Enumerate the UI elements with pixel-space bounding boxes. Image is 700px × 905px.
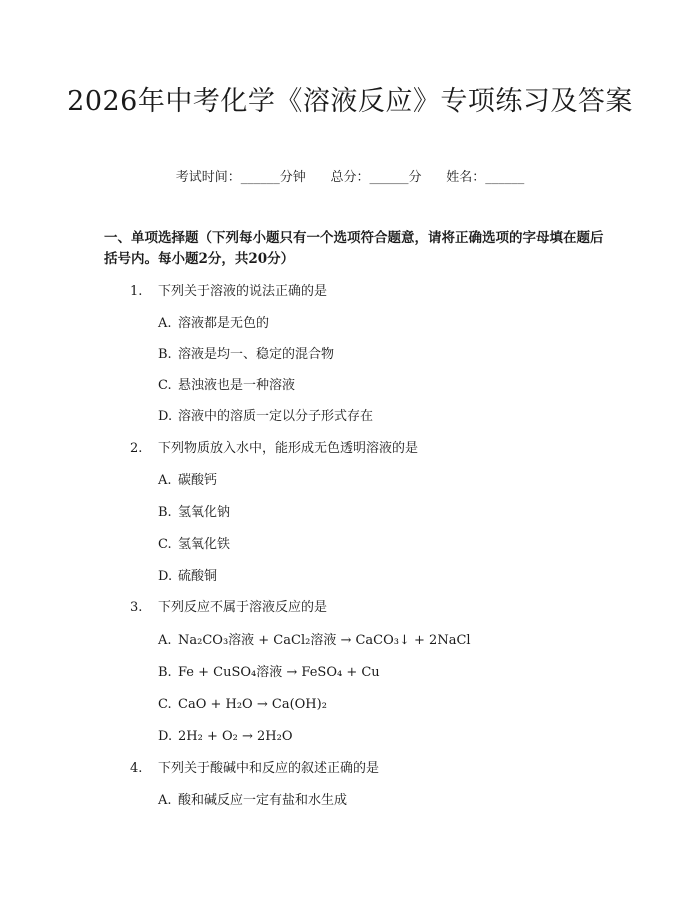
option-text: 悬浊液也是一种溶液	[178, 378, 296, 393]
option	[158, 535, 230, 555]
option	[158, 345, 334, 365]
question-4	[130, 759, 379, 779]
option-text: Fe + CuSO₄溶液 → FeSO₄ + Cu	[178, 665, 380, 680]
question-3	[130, 598, 327, 618]
option-letter: C.	[158, 697, 172, 712]
option-letter: B.	[158, 347, 172, 362]
option-text: 硫酸铜	[178, 569, 218, 584]
option-letter: A.	[158, 316, 172, 331]
option	[158, 631, 471, 651]
question-text: 下列物质放入水中，能形成无色透明溶液的是	[158, 441, 419, 456]
option-text: 酸和碱反应一定有盐和水生成	[178, 793, 348, 808]
option-letter: D.	[158, 729, 173, 744]
option-text: 溶液中的溶质一定以分子形式存在	[178, 409, 374, 424]
option	[158, 314, 269, 334]
option-text: Na₂CO₃溶液 + CaCl₂溶液 → CaCO₃↓ + 2NaCl	[178, 633, 471, 648]
question-1	[130, 282, 327, 302]
option	[158, 376, 295, 396]
option-letter: A.	[158, 473, 172, 488]
option	[158, 663, 380, 683]
option	[158, 503, 230, 523]
section-title: 一、单项选择题（下列每小题只有一个选项符合题意，请将正确选项的字母填在题后括号内。每小题2分，共20分）	[104, 230, 604, 267]
option-text: 2H₂ + O₂ → 2H₂O	[178, 729, 293, 744]
question-text: 下列关于溶液的说法正确的是	[158, 284, 328, 299]
option-text: 氢氧化铁	[178, 537, 231, 552]
option-letter: B.	[158, 665, 172, 680]
question-text: 下列反应不属于溶液反应的是	[158, 600, 328, 615]
option-letter: A.	[158, 633, 172, 648]
option-letter: D.	[158, 569, 173, 584]
option-letter: B.	[158, 505, 172, 520]
option-text: 溶液都是无色的	[178, 316, 270, 331]
question-text: 下列关于酸碱中和反应的叙述正确的是	[158, 761, 380, 776]
option-letter: D.	[158, 409, 173, 424]
exam-meta-line: 考试时间：______分钟 总分：______分 姓名：______	[175, 170, 525, 185]
option	[158, 471, 217, 491]
option-text: 氢氧化钠	[178, 505, 231, 520]
option	[158, 407, 373, 427]
question-number: 1.	[130, 284, 143, 299]
option	[158, 791, 347, 811]
option	[158, 727, 292, 747]
document-title: 2026年中考化学《溶液反应》专项练习及答案	[67, 86, 633, 117]
option-letter: A.	[158, 793, 172, 808]
option-letter: C.	[158, 537, 172, 552]
option-text: 碳酸钙	[178, 473, 218, 488]
question-2	[130, 439, 418, 459]
question-number: 2.	[130, 441, 143, 456]
option	[158, 567, 217, 587]
option	[158, 695, 327, 715]
option-text: CaO + H₂O → Ca(OH)₂	[178, 697, 327, 712]
question-number: 3.	[130, 600, 143, 615]
option-text: 溶液是均一、稳定的混合物	[178, 347, 335, 362]
question-number: 4.	[130, 761, 143, 776]
option-letter: C.	[158, 378, 172, 393]
